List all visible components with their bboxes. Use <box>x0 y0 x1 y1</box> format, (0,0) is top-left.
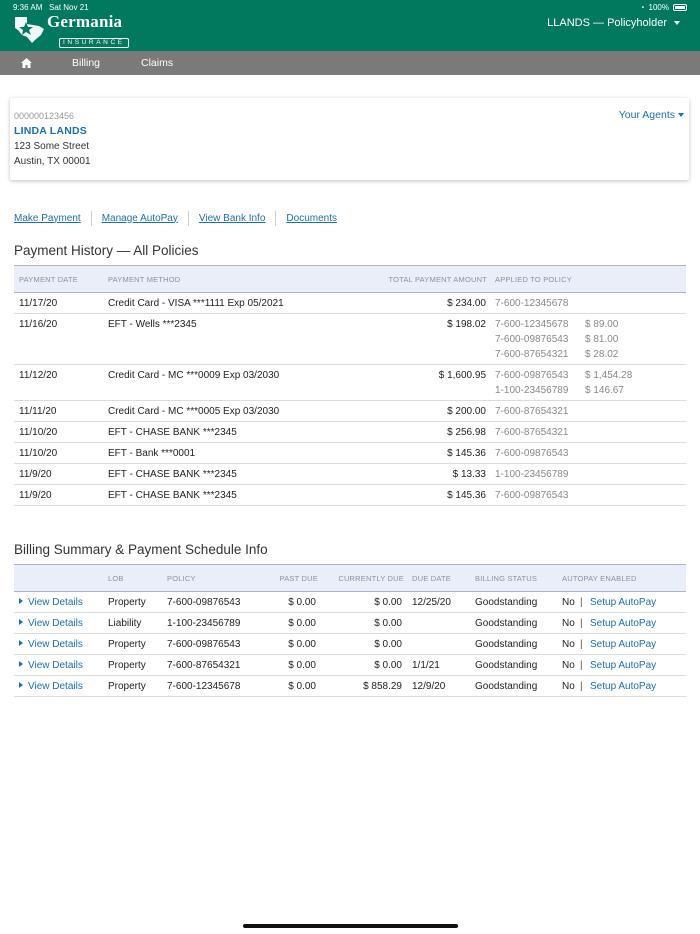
view-details-link[interactable] <box>19 616 83 631</box>
payment-total: $ 1,600.95 <box>438 370 486 381</box>
billing-summary-table <box>14 564 686 697</box>
past-due: $ 0.00 <box>288 597 316 608</box>
brand-name: Germania <box>47 12 123 31</box>
applied-policy: 7-600-09876543 <box>495 370 569 381</box>
view-details-label: View Details <box>28 597 83 608</box>
app-header <box>0 0 700 51</box>
caret-right-icon <box>19 661 23 667</box>
col-currently-due: CURRENTLY DUE <box>338 574 404 583</box>
setup-autopay-link[interactable]: Setup AutoPay <box>590 618 657 629</box>
payment-total: $ 256.98 <box>447 427 486 438</box>
main-nav <box>0 51 700 75</box>
payment-total: $ 145.36 <box>447 448 486 459</box>
your-agents-dropdown[interactable] <box>619 109 684 121</box>
your-agents-label: Your Agents <box>618 109 675 121</box>
autopay-enabled: No <box>562 597 575 608</box>
status-date: Sat Nov 21 <box>49 3 89 12</box>
applied-policy: 7-600-87654321 <box>495 349 569 360</box>
view-details-label: View Details <box>28 660 83 671</box>
action-links <box>14 210 337 226</box>
billing-status: Goodstanding <box>475 681 538 692</box>
table-row <box>14 485 686 506</box>
currently-due: $ 0.00 <box>374 639 402 650</box>
payment-date: 11/12/20 <box>19 370 58 381</box>
col-total-payment: TOTAL PAYMENT AMOUNT <box>388 275 487 284</box>
payment-history-table <box>14 265 686 506</box>
table-row <box>14 613 686 634</box>
payment-method: Credit Card - VISA ***1111 Exp 05/2021 <box>108 298 284 309</box>
table-row <box>14 676 686 697</box>
payment-date: 11/10/20 <box>19 427 58 438</box>
lob: Property <box>108 639 146 650</box>
payment-date: 11/17/20 <box>19 298 58 309</box>
address-city: Austin, TX 00001 <box>14 156 91 167</box>
setup-autopay-link[interactable]: Setup AutoPay <box>590 597 657 608</box>
col-lob: LOB <box>108 574 124 583</box>
due-date: 12/9/20 <box>412 681 446 692</box>
payment-total: $ 198.02 <box>447 319 486 330</box>
setup-autopay-link[interactable]: Setup AutoPay <box>590 639 657 650</box>
billing-status: Goodstanding <box>475 639 538 650</box>
payment-total: $ 200.00 <box>447 406 486 417</box>
payment-total: $ 234.00 <box>447 298 486 309</box>
table-row <box>14 422 686 443</box>
table-row <box>14 655 686 676</box>
lob: Property <box>108 681 146 692</box>
table-row <box>14 314 686 365</box>
currently-due: $ 0.00 <box>374 660 402 671</box>
col-autopay-enabled: AUTOPAY ENABLED <box>562 574 637 583</box>
applied-amount: $ 28.02 <box>585 349 619 360</box>
applied-policy: 7-600-09876543 <box>495 448 569 459</box>
caret-right-icon <box>19 619 23 625</box>
brand-subtitle: INSURANCE <box>59 38 129 48</box>
payment-date: 11/11/20 <box>19 406 57 417</box>
applied-amount: $ 81.00 <box>585 334 619 345</box>
billing-status: Goodstanding <box>475 660 538 671</box>
past-due: $ 0.00 <box>288 639 316 650</box>
policyholder-name: LINDA LANDS <box>14 125 87 137</box>
payment-method: EFT - CHASE BANK ***2345 <box>108 427 237 438</box>
table-row <box>14 401 686 422</box>
caret-right-icon <box>19 640 23 646</box>
billing-status: Goodstanding <box>475 618 538 629</box>
user-menu[interactable] <box>547 17 680 29</box>
texas-star-icon <box>13 13 47 43</box>
caret-right-icon <box>19 598 23 604</box>
pipe-separator: | <box>580 660 583 671</box>
lob: Property <box>108 660 146 671</box>
autopay-enabled: No <box>562 639 575 650</box>
payment-total: $ 145.36 <box>447 490 486 501</box>
pipe-separator: | <box>580 639 583 650</box>
battery-percent: 100% <box>648 3 669 12</box>
view-details-label: View Details <box>28 681 83 692</box>
view-details-label: View Details <box>28 639 83 650</box>
table-header <box>14 564 686 592</box>
col-payment-date: PAYMENT DATE <box>19 275 78 284</box>
applied-amount: $ 1,454.28 <box>585 370 633 381</box>
table-row <box>14 293 686 314</box>
account-card <box>10 98 689 180</box>
table-row <box>14 464 686 485</box>
caret-down-icon <box>678 113 684 117</box>
view-details-link[interactable] <box>19 595 83 610</box>
billing-summary-title: Billing Summary & Payment Schedule Info <box>14 542 268 557</box>
col-policy: POLICY <box>167 574 196 583</box>
autopay-enabled: No <box>562 618 575 629</box>
past-due: $ 0.00 <box>288 681 316 692</box>
policy-number: 7-600-12345678 <box>167 681 241 692</box>
billing-summary-body <box>14 592 686 697</box>
payment-date: 11/10/20 <box>19 448 58 459</box>
pipe-separator: | <box>580 618 583 629</box>
caret-down-icon <box>674 21 680 25</box>
billing-status: Goodstanding <box>475 597 538 608</box>
divider <box>91 211 92 226</box>
applied-policy: 7-600-12345678 <box>495 319 569 330</box>
divider <box>275 211 276 226</box>
payment-date: 11/16/20 <box>19 319 58 330</box>
policy-number: 7-600-87654321 <box>167 660 241 671</box>
user-label: LLANDS — Policyholder <box>547 17 667 29</box>
view-details-link[interactable] <box>19 658 83 673</box>
applied-policy: 7-600-12345678 <box>495 298 569 309</box>
applied-policy: 7-600-09876543 <box>495 334 569 345</box>
due-date: 1/1/21 <box>412 660 440 671</box>
nav-billing[interactable]: Billing <box>72 57 101 69</box>
policy-number: 7-600-09876543 <box>167 639 241 650</box>
view-details-link[interactable] <box>19 637 83 652</box>
col-due-date: DUE DATE <box>412 574 451 583</box>
payment-history-body <box>14 293 686 506</box>
table-row <box>14 592 686 613</box>
payment-method: EFT - CHASE BANK ***2345 <box>108 490 237 501</box>
home-indicator <box>243 924 458 928</box>
col-payment-method: PAYMENT METHOD <box>108 275 181 284</box>
table-header <box>14 265 686 293</box>
applied-policy: 1-100-23456789 <box>495 469 569 480</box>
payment-date: 11/9/20 <box>19 490 52 501</box>
applied-policy: 7-600-87654321 <box>495 406 569 417</box>
col-applied-policy: APPLIED TO POLICY <box>495 275 572 284</box>
autopay-enabled: No <box>562 660 575 671</box>
payment-date: 11/9/20 <box>19 469 52 480</box>
applied-policy: 1-100-23456789 <box>495 385 569 396</box>
payment-method: EFT - Bank ***0001 <box>108 448 196 459</box>
payment-history-title: Payment History — All Policies <box>14 243 199 258</box>
applied-policy: 7-600-87654321 <box>495 427 569 438</box>
autopay-enabled: No <box>562 681 575 692</box>
pipe-separator: | <box>580 597 583 608</box>
nav-claims[interactable]: Claims <box>141 57 174 69</box>
table-row <box>14 634 686 655</box>
payment-total: $ 13.33 <box>452 469 486 480</box>
caret-right-icon <box>19 682 23 688</box>
currently-due: $ 858.29 <box>363 681 402 692</box>
status-time: 9:36 AM <box>13 3 43 12</box>
col-past-due: PAST DUE <box>279 574 318 583</box>
due-date: 12/25/20 <box>412 597 451 608</box>
applied-amount: $ 89.00 <box>585 319 619 330</box>
wifi-icon: ◔ <box>639 3 645 12</box>
lob: Liability <box>108 618 142 629</box>
currently-due: $ 0.00 <box>374 597 402 608</box>
policy-number: 1-100-23456789 <box>167 618 241 629</box>
home-icon[interactable] <box>21 58 32 68</box>
divider <box>188 211 189 226</box>
past-due: $ 0.00 <box>288 618 316 629</box>
applied-amount: $ 146.67 <box>585 385 624 396</box>
manage-autopay-link[interactable]: Manage AutoPay <box>101 212 178 224</box>
currently-due: $ 0.00 <box>374 618 402 629</box>
account-number: 000000123456 <box>14 111 75 121</box>
table-row <box>14 443 686 464</box>
setup-autopay-link[interactable]: Setup AutoPay <box>590 681 657 692</box>
make-payment-link[interactable]: Make Payment <box>14 212 81 224</box>
view-bank-info-link[interactable]: View Bank Info <box>198 212 266 224</box>
policy-number: 7-600-09876543 <box>167 597 241 608</box>
applied-policy: 7-600-09876543 <box>495 490 569 501</box>
payment-method: EFT - CHASE BANK ***2345 <box>108 469 237 480</box>
documents-link[interactable]: Documents <box>286 212 337 224</box>
table-row <box>14 365 686 401</box>
col-billing-status: BILLING STATUS <box>475 574 538 583</box>
setup-autopay-link[interactable]: Setup AutoPay <box>590 660 657 671</box>
past-due: $ 0.00 <box>288 660 316 671</box>
germania-logo[interactable] <box>13 12 125 46</box>
payment-method: EFT - Wells ***2345 <box>108 319 197 330</box>
payment-method: Credit Card - MC ***0005 Exp 03/2030 <box>108 406 280 417</box>
address-street: 123 Some Street <box>14 141 90 152</box>
lob: Property <box>108 597 146 608</box>
payment-method: Credit Card - MC ***0009 Exp 03/2030 <box>108 370 280 381</box>
view-details-label: View Details <box>28 618 83 629</box>
pipe-separator: | <box>580 681 583 692</box>
view-details-link[interactable] <box>19 679 83 694</box>
battery-icon <box>673 4 687 11</box>
